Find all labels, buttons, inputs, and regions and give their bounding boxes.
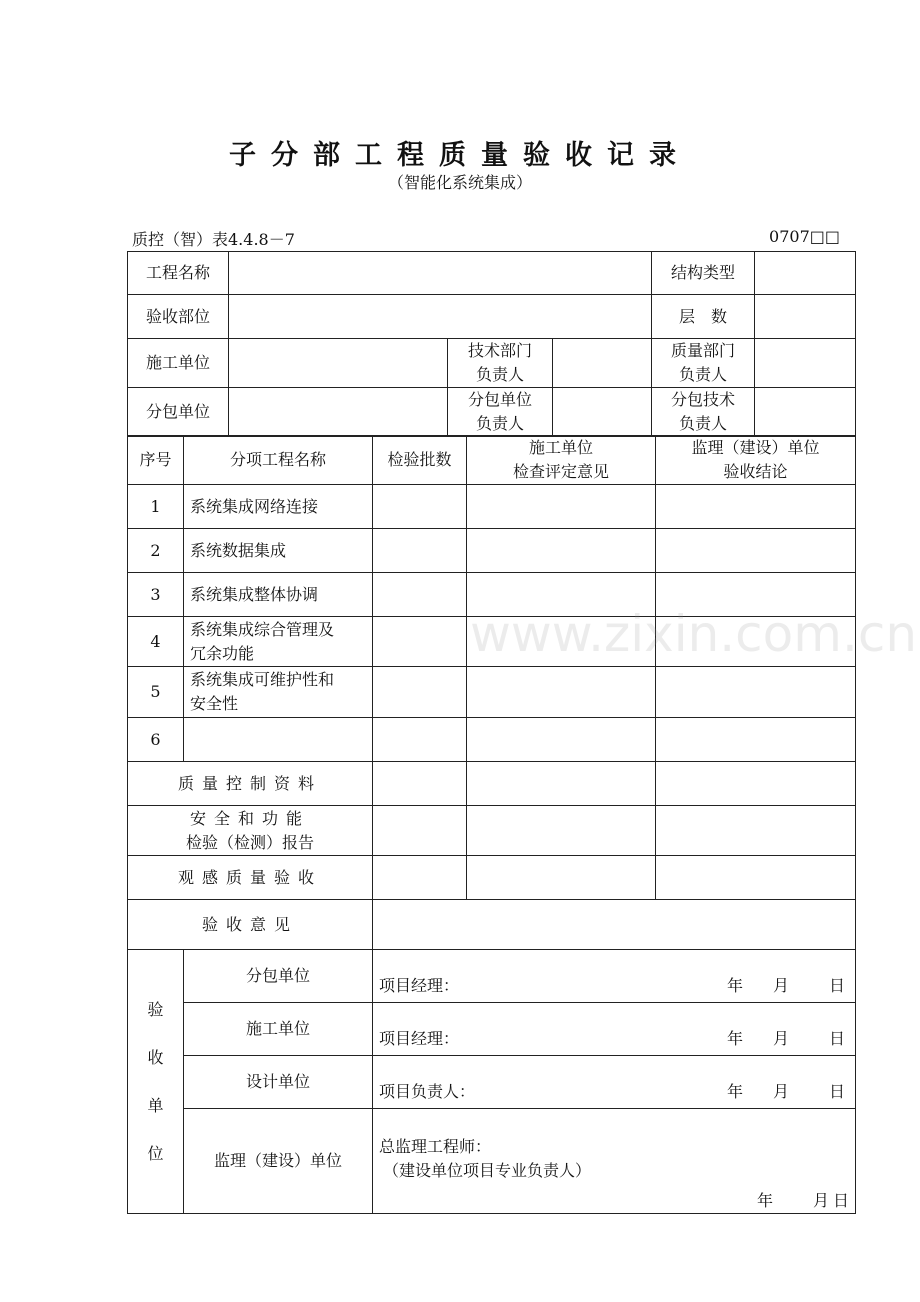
group-char-1: 验 <box>147 999 164 1019</box>
col-supervision-line2: 验收结论 <box>723 462 788 481</box>
item-construction-cell[interactable] <box>467 718 656 762</box>
item-seq: 5 <box>128 667 184 718</box>
col-supervision-line1: 监理（建设）单位 <box>691 438 820 457</box>
col-construction-line1: 施工单位 <box>528 438 593 457</box>
date-month-label: 月 <box>812 1191 829 1210</box>
item-construction-cell[interactable] <box>467 485 656 529</box>
item-name-line1: 系统集成可维护性和 <box>190 670 335 689</box>
table-row <box>128 667 856 718</box>
quality-dept-label <box>652 339 755 388</box>
appearance-supervision-cell[interactable] <box>656 856 856 900</box>
floors-field[interactable] <box>755 295 856 339</box>
item-supervision-cell[interactable] <box>656 617 856 667</box>
item-supervision-cell[interactable] <box>656 573 856 617</box>
subcontract-unit-field[interactable] <box>229 388 448 437</box>
acceptance-unit-group-label <box>128 950 184 1214</box>
item-batch-cell[interactable] <box>373 485 467 529</box>
safety-report-label <box>128 806 373 856</box>
quality-docs-construction-cell[interactable] <box>467 762 656 806</box>
group-char-3: 单 <box>147 1095 164 1115</box>
col-seq: 序号 <box>128 436 184 485</box>
acceptance-signature-cell[interactable] <box>373 1056 856 1109</box>
quality-dept-field[interactable] <box>755 339 856 388</box>
appearance-construction-cell[interactable] <box>467 856 656 900</box>
col-construction-line2: 检查评定意见 <box>512 462 609 481</box>
acceptance-part-field[interactable] <box>229 295 652 339</box>
table-row <box>128 529 856 573</box>
quality-docs-supervision-cell[interactable] <box>656 762 856 806</box>
item-seq: 6 <box>128 718 184 762</box>
tech-dept-field[interactable] <box>553 339 652 388</box>
group-char-2: 收 <box>147 1047 164 1067</box>
date-day-label: 日 <box>832 1191 849 1210</box>
item-supervision-cell[interactable] <box>656 718 856 762</box>
item-name <box>184 485 373 529</box>
signer-label: 项目经理： <box>379 976 460 995</box>
structure-type-field[interactable] <box>755 252 856 295</box>
table-row <box>128 617 856 667</box>
item-seq: 2 <box>128 529 184 573</box>
sub-unit-head-line2: 负责人 <box>475 414 524 433</box>
date-month-label: 月 <box>773 1029 790 1048</box>
appearance-quality-label: 观感质量验收 <box>128 856 373 900</box>
form-number: 0707□□ <box>769 227 840 246</box>
construction-unit-field[interactable] <box>229 339 448 388</box>
table-row <box>128 573 856 617</box>
signature-date <box>727 1027 849 1051</box>
acceptance-signature-cell[interactable] <box>373 1109 856 1214</box>
acceptance-signature-cell[interactable] <box>373 950 856 1003</box>
item-supervision-cell[interactable] <box>656 485 856 529</box>
item-construction-cell[interactable] <box>467 667 656 718</box>
table-row <box>128 485 856 529</box>
construction-unit-label: 施工单位 <box>128 339 229 388</box>
item-seq: 4 <box>128 617 184 667</box>
page-title: 子分部工程质量验收记录 <box>229 140 691 171</box>
date-year-label: 年 <box>727 976 744 995</box>
items-table <box>127 435 856 1214</box>
quality-docs-batch-cell[interactable] <box>373 762 467 806</box>
date-day-label: 日 <box>829 1082 846 1101</box>
quality-dept-line1: 质量部门 <box>671 341 736 360</box>
acceptance-unit-name: 设计单位 <box>184 1056 373 1109</box>
item-name-line1: 系统集成网络连接 <box>190 496 319 516</box>
item-construction-cell[interactable] <box>467 529 656 573</box>
signer-label: 项目经理： <box>379 1029 460 1048</box>
page-subtitle: （智能化系统集成） <box>387 173 532 192</box>
item-name <box>184 667 373 718</box>
signer-sublabel: （建设单位项目专业负责人） <box>383 1161 592 1180</box>
floors-label: 层 数 <box>652 295 755 339</box>
acceptance-part-label: 验收部位 <box>128 295 229 339</box>
acceptance-unit-name: 施工单位 <box>184 1003 373 1056</box>
watermark: www.zixin.com.cn <box>470 605 918 663</box>
safety-report-line1: 安全和功能 <box>189 808 310 828</box>
item-name[interactable] <box>184 718 373 762</box>
acceptance-signature-cell[interactable] <box>373 1003 856 1056</box>
signature-date <box>727 1080 849 1104</box>
item-name-line1: 系统数据集成 <box>190 540 287 560</box>
acceptance-unit-name: 分包单位 <box>184 950 373 1003</box>
item-batch-cell[interactable] <box>373 718 467 762</box>
item-seq: 1 <box>128 485 184 529</box>
form-code: 质控（智）表4.4.8－7 <box>132 230 295 249</box>
sub-tech-head-field[interactable] <box>755 388 856 437</box>
sub-tech-head-line2: 负责人 <box>679 414 728 433</box>
appearance-batch-cell[interactable] <box>373 856 467 900</box>
item-name <box>184 617 373 667</box>
acceptance-opinion-field[interactable] <box>373 900 856 950</box>
project-name-field[interactable] <box>229 252 652 295</box>
signer-label: 总监理工程师： <box>379 1137 492 1156</box>
structure-type-label: 结构类型 <box>652 252 755 295</box>
date-month-label: 月 <box>773 976 790 995</box>
signer-label: 项目负责人： <box>379 1082 476 1101</box>
item-batch-cell[interactable] <box>373 529 467 573</box>
item-construction-cell[interactable] <box>467 617 656 667</box>
item-supervision-cell[interactable] <box>656 667 856 718</box>
safety-report-batch-cell[interactable] <box>373 806 467 856</box>
date-day-label: 日 <box>829 976 846 995</box>
quality-docs-label: 质量控制资料 <box>128 762 373 806</box>
tech-dept-label <box>448 339 553 388</box>
sub-tech-head-line1: 分包技术 <box>671 390 736 409</box>
item-batch-cell[interactable] <box>373 667 467 718</box>
col-construction-opinion <box>467 436 656 485</box>
safety-report-supervision-cell[interactable] <box>656 806 856 856</box>
item-batch-cell[interactable] <box>373 573 467 617</box>
date-year-label: 年 <box>756 1191 773 1210</box>
col-item-name: 分项工程名称 <box>184 436 373 485</box>
tech-dept-line1: 技术部门 <box>467 341 532 360</box>
item-name-line1: 系统集成综合管理及 <box>190 619 335 639</box>
subcontract-unit-label: 分包单位 <box>128 388 229 437</box>
item-seq: 3 <box>128 573 184 617</box>
sub-unit-head-line1: 分包单位 <box>467 390 532 409</box>
item-batch-cell[interactable] <box>373 617 467 667</box>
col-supervision-conclusion <box>656 436 856 485</box>
date-day-label: 日 <box>829 1029 846 1048</box>
safety-report-construction-cell[interactable] <box>467 806 656 856</box>
item-name-line2: 冗余功能 <box>190 643 255 663</box>
safety-report-line2: 检验（检测）报告 <box>185 832 314 852</box>
col-batch-count: 检验批数 <box>373 436 467 485</box>
table-row <box>128 718 856 762</box>
item-construction-cell[interactable] <box>467 573 656 617</box>
group-char-4: 位 <box>147 1143 164 1163</box>
sub-unit-head-label <box>448 388 553 437</box>
item-name <box>184 529 373 573</box>
tech-dept-line2: 负责人 <box>475 365 524 384</box>
item-supervision-cell[interactable] <box>656 529 856 573</box>
header-table <box>127 251 856 437</box>
date-year-label: 年 <box>727 1082 744 1101</box>
date-year-label: 年 <box>727 1029 744 1048</box>
item-name <box>184 573 373 617</box>
acceptance-unit-name: 监理（建设）单位 <box>184 1109 373 1214</box>
quality-dept-line2: 负责人 <box>679 365 728 384</box>
sub-unit-head-field[interactable] <box>553 388 652 437</box>
project-name-label: 工程名称 <box>128 252 229 295</box>
item-name-line2: 安全性 <box>190 694 239 713</box>
acceptance-opinion-label: 验收意见 <box>128 900 373 950</box>
signature-date <box>727 1191 849 1210</box>
item-name-line1: 系统集成整体协调 <box>190 584 319 604</box>
signature-date <box>727 974 849 998</box>
sub-tech-head-label <box>652 388 755 437</box>
date-month-label: 月 <box>773 1082 790 1101</box>
